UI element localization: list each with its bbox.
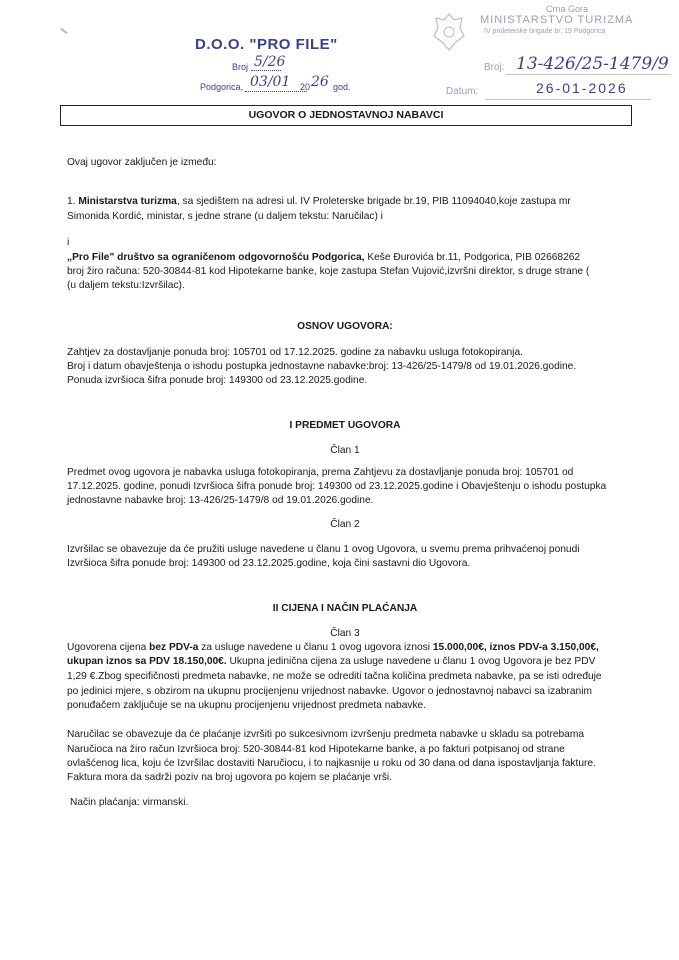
clan2-line1: Izvršilac se obavezuje da će pružiti usluge navedene u članu 1 ovog Ugovora, u svemu prema prihvaćenoj ponudi bbox=[67, 544, 580, 555]
price-total: ukupan iznos sa PDV 18.150,00€. bbox=[67, 656, 227, 667]
broj-underline bbox=[251, 70, 281, 71]
party2-line2: broj žiro računa: 520-30844-81 kod Hipotekarne banke, koje zastupa Stefan Vujović,izvršni direktor, s druge strane ( bbox=[67, 266, 590, 277]
god-label: god. bbox=[333, 82, 351, 92]
party1-line2: Simonida Kordić, ministar, s jedne strane (u daljem tekstu: Naručilac) i bbox=[67, 211, 383, 222]
clan3-p1-line5: ponuđačem zaključuje se na ukupnu procijenjenu vrijednost predmeta nabavke. bbox=[67, 700, 427, 711]
section2-heading: II CIJENA I NAČIN PLAĆANJA bbox=[272, 603, 418, 614]
clan3-p2-line3: ovlašćenog lica, koju će Izvršilac dostaviti Naručiocu, i to najkasnije u roku od 30 dana od dana ispostavljanja fakture. bbox=[67, 758, 596, 769]
clan3-p1-line4: po jedinici mjere, s obzirom na ukupnu procijenjenu vrijednost nabavke. Ugovor o jednostavnoj nabavci sa izabranim bbox=[67, 686, 592, 697]
party1-rest: , sa sjedištem na adresi ul. IV Proleterske brigade br.19, PIB 11094040,koje zastupa mr bbox=[176, 196, 571, 207]
party1-num: 1. bbox=[67, 196, 79, 207]
price-bez-pdv: bez PDV-a bbox=[149, 642, 199, 653]
ministry-stamp bbox=[426, 0, 674, 104]
broj-handwritten: 5/26 bbox=[254, 54, 286, 70]
coat-of-arms-icon bbox=[432, 12, 466, 52]
clan3-p2-line1: Naručilac se obavezuje da će plaćanje izvršiti po sukcesivnom izvršenju predmeta nabavke u skladu sa potrebama bbox=[67, 729, 585, 740]
party1-name: Ministarstva turizma bbox=[78, 196, 177, 207]
year-handwritten: 26 bbox=[311, 74, 329, 90]
osnov-line1: Zahtjev za dostavljanje ponuda broj: 105701 od 17.12.2025. godine za nabavku usluga fotokopiranja. bbox=[67, 347, 523, 358]
stamp-broj-label: Broj: bbox=[484, 62, 505, 73]
podgorica-label: Podgorica, bbox=[200, 82, 244, 92]
clan3-p1-line2 bbox=[67, 655, 595, 670]
party2-rest: Keše Đurovića br.11, Podgorica, PIB 02668262 bbox=[364, 252, 581, 263]
stamp-broj-value: 13-426/25-1479/9 bbox=[516, 54, 669, 74]
clan1-heading: Član 1 bbox=[330, 445, 360, 456]
price-amounts: 15.000,00€, iznos PDV-a 3.150,00€, bbox=[432, 642, 599, 653]
conjunction-i: i bbox=[67, 237, 70, 248]
intro-text: Ovaj ugovor zaključen je između: bbox=[67, 157, 217, 168]
stamp-ministry: MINISTARSTVO TURIZMA bbox=[480, 14, 634, 26]
date-underline bbox=[245, 91, 307, 92]
price-unit-text: Ukupna jedinična cijena za usluge navedene u članu 1 ovog Ugovora je bez PDV bbox=[226, 656, 596, 667]
stamp-datum-label: Datum: bbox=[446, 86, 479, 97]
clan3-p2-line2: Naručioca na žiro račun Izvršioca broj: 520-30844-81 kod Hipotekarne banke, a po fakturi potpisanoj od strane bbox=[67, 744, 565, 755]
clan3-p1-line1 bbox=[67, 641, 599, 656]
stamp-datum-line bbox=[486, 99, 651, 100]
osnov-line2: Broj i datum obavještenja o ishodu postupka jednostavne nabavke:broj: 13-426/25-1479/8 od 19.01.2026.godine. bbox=[67, 361, 577, 372]
clan3-p1-line3: 1,29 €.Zbog specifičnosti predmeta nabavke, ne može se odrediti tačna količina predmeta nabavke, pa se isti određuje bbox=[67, 671, 602, 682]
clan3-heading: Član 3 bbox=[330, 628, 360, 639]
document-title: UGOVOR O JEDNOSTAVNOJ NABAVCI bbox=[60, 105, 632, 126]
broj-label: Broj bbox=[232, 62, 249, 72]
clan2-heading: Član 2 bbox=[330, 519, 360, 530]
stamp-datum-value: 26-01-2026 bbox=[536, 80, 628, 96]
payment-method: Način plaćanja: virmanski. bbox=[70, 797, 189, 808]
stamp-address: IV proleterske brigade br. 19 Podgorica bbox=[484, 28, 606, 35]
margin-mark bbox=[60, 28, 68, 34]
party2-name: „Pro File" društvo sa ograničenom odgovornošću Podgorica, bbox=[67, 252, 365, 263]
price-intro: Ugovorena cijena bbox=[67, 642, 150, 653]
price-middle: za usluge navedene u članu 1 ovog ugovora iznosi bbox=[198, 642, 433, 653]
party2-line3: (u daljem tekstu:Izvršilac). bbox=[67, 280, 185, 291]
stamp-broj-line bbox=[506, 74, 671, 75]
clan1-line1: Predmet ovog ugovora je nabavka usluga fotokopiranja, prema Zahtjevu za dostavljanje ponuda broj: 105701 od bbox=[67, 467, 574, 478]
date-handwritten: 03/01 bbox=[250, 74, 291, 90]
clan1-line2: 17.12.2025. godine, ponudi Izvršioca šifra ponude broj: 149300 od 23.12.2025.godine i Obavještenju o ishodu postupka bbox=[67, 481, 607, 492]
clan3-p2-line4: Faktura mora da sadrži poziv na broj ugovora po kojem se plaćanje vrši. bbox=[67, 772, 393, 783]
company-header: D.O.O. "PRO FILE" bbox=[195, 36, 338, 53]
clan2-line2: Izvršioca šifra ponude broj: 149300 od 23.12.2025.godine, koja čini sastavni dio Ugovora. bbox=[67, 558, 471, 569]
osnov-line3: Ponuda izvršioca šifra ponude broj: 149300 od 23.12.2025.godine. bbox=[67, 375, 368, 386]
section1-heading: I PREDMET UGOVORA bbox=[289, 420, 401, 431]
clan1-line3: jednostavne nabavke broj: 13-426/25-1479/8 od 19.01.2026.godine. bbox=[67, 495, 374, 506]
party2-line1 bbox=[67, 251, 580, 266]
stamp-country: Crna Gora bbox=[546, 4, 589, 14]
year-prefix: 20 bbox=[300, 82, 311, 92]
osnov-heading: OSNOV UGOVORA: bbox=[297, 321, 393, 332]
party1-line1 bbox=[67, 195, 637, 210]
